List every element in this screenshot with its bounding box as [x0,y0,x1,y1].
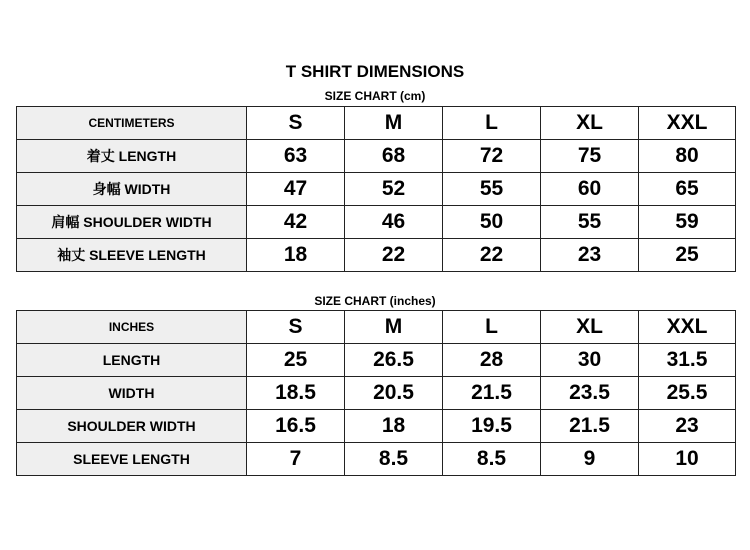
size-header-m: M [345,107,443,140]
table-cell: 47 [247,173,345,206]
table-cell: 23 [639,410,736,443]
table-cell: 23.5 [541,377,639,410]
table-row [17,377,736,410]
header-row [17,107,736,140]
table-row [17,173,736,206]
table-cell: 7 [247,443,345,476]
inches-chart-caption: SIZE CHART (inches) [314,294,436,308]
size-header-l: L [443,311,541,344]
table-cell: 8.5 [443,443,541,476]
table-cell: 18 [345,410,443,443]
cm-chart-caption: SIZE CHART (cm) [324,89,426,103]
table-row [17,206,736,239]
table-row [17,239,736,272]
table-cell: 52 [345,173,443,206]
table-cell: 21.5 [541,410,639,443]
table-row [17,140,736,173]
table-cell: 80 [639,140,736,173]
size-header-xxl: XXL [639,107,736,140]
table-cell: 60 [541,173,639,206]
table-cell: 16.5 [247,410,345,443]
table-cell: 42 [247,206,345,239]
header-row [17,311,736,344]
size-chart-inches [16,310,736,476]
table-cell: 68 [345,140,443,173]
table-cell: 63 [247,140,345,173]
row-label-sleeve-length: SLEEVE LENGTH [17,443,247,476]
size-header-l: L [443,107,541,140]
page-title: T SHIRT DIMENSIONS [285,62,465,81]
size-header-xl: XL [541,311,639,344]
table-cell: 28 [443,344,541,377]
table-cell: 25 [247,344,345,377]
row-label-sleeve-length: 袖丈 SLEEVE LENGTH [17,239,247,272]
table-cell: 23 [541,239,639,272]
table-cell: 10 [639,443,736,476]
row-label-shoulder-width: 肩幅 SHOULDER WIDTH [17,206,247,239]
table-cell: 65 [639,173,736,206]
table-row [17,443,736,476]
table-cell: 31.5 [639,344,736,377]
size-header-xl: XL [541,107,639,140]
size-header-s: S [247,107,345,140]
table-cell: 55 [443,173,541,206]
row-label-length: LENGTH [17,344,247,377]
table-cell: 25 [639,239,736,272]
table-cell: 59 [639,206,736,239]
size-header-xxl: XXL [639,311,736,344]
table-row [17,344,736,377]
table-cell: 9 [541,443,639,476]
row-label-width: 身幅 WIDTH [17,173,247,206]
table-cell: 21.5 [443,377,541,410]
table-row [17,410,736,443]
table-cell: 26.5 [345,344,443,377]
table-cell: 55 [541,206,639,239]
row-label-shoulder-width: SHOULDER WIDTH [17,410,247,443]
row-label-width: WIDTH [17,377,247,410]
table-cell: 30 [541,344,639,377]
row-label-length: 着丈 LENGTH [17,140,247,173]
table-cell: 46 [345,206,443,239]
size-header-s: S [247,311,345,344]
table-cell: 18 [247,239,345,272]
table-cell: 19.5 [443,410,541,443]
table-cell: 22 [443,239,541,272]
table-cell: 72 [443,140,541,173]
table-cell: 25.5 [639,377,736,410]
table-cell: 8.5 [345,443,443,476]
unit-header: INCHES [17,311,247,344]
unit-header: CENTIMETERS [17,107,247,140]
table-cell: 18.5 [247,377,345,410]
table-cell: 22 [345,239,443,272]
size-header-m: M [345,311,443,344]
table-cell: 20.5 [345,377,443,410]
size-chart-cm [16,106,736,272]
table-cell: 50 [443,206,541,239]
table-cell: 75 [541,140,639,173]
